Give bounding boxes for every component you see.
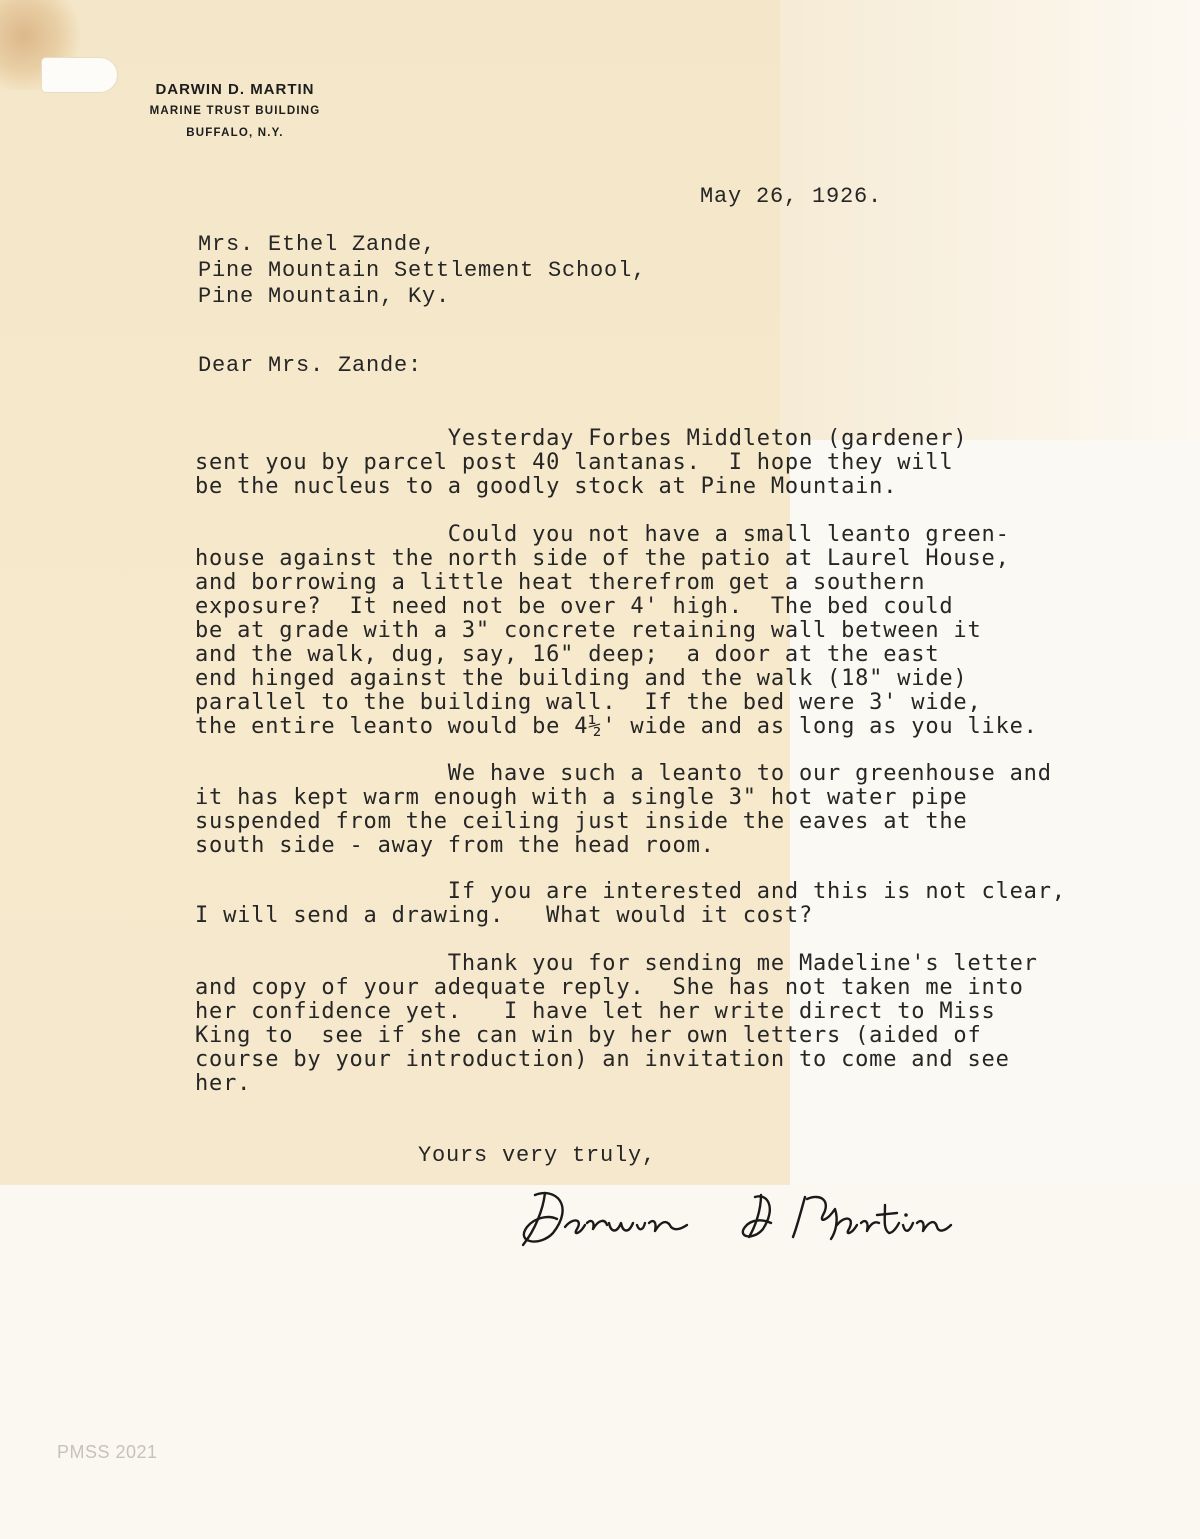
paper-toning-top xyxy=(780,0,1200,440)
body-paragraph-5: Thank you for sending me Madeline's letter and copy of your adequate reply. She has not taken me into her confidence yet. I have let her write direct to Miss King to see if she can win by her own letters (aided of course by your introduction) an invitation to come and see her. xyxy=(195,951,1038,1096)
letterhead-name: DARWIN D. MARTIN xyxy=(155,81,315,98)
recipient-name: Mrs. Ethel Zande, xyxy=(198,232,437,257)
recipient-location: Pine Mountain, Ky. xyxy=(198,284,451,309)
body-paragraph-3: We have such a leanto to our greenhouse and it has kept warm enough with a single 3" hot water pipe suspended from the ceiling just inside the eaves at the south side - away from the head room. xyxy=(195,761,1052,858)
letter-date: May 26, 1926. xyxy=(700,184,883,209)
archive-stamp: PMSS 2021 xyxy=(57,1442,158,1462)
letterhead xyxy=(130,80,340,144)
body-paragraph-2: Could you not have a small leanto green- house against the north side of the patio at Laurel House, and borrowing a little heat therefrom get a southern exposure? It need not be over 4' high. The bed could be at grade with a 3" concrete retaining wall between it and the walk, dug, say, 16" deep; a door at the east end hinged against the building and the walk (18" wide) parallel to the building wall. If the bed were 3' wide, the entire leanto would be 4½' wide and as long as you like. xyxy=(195,522,1038,739)
recipient-address xyxy=(198,232,646,310)
recipient-organization: Pine Mountain Settlement School, xyxy=(198,258,647,283)
salutation: Dear Mrs. Zande: xyxy=(198,353,423,378)
paper-tab xyxy=(42,58,117,92)
letterhead-city: BUFFALO, N.Y. xyxy=(186,127,284,139)
closing: Yours very truly, xyxy=(418,1143,657,1168)
body-paragraph-1: Yesterday Forbes Middleton (gardener) sent you by parcel post 40 lantanas. I hope they will be the nucleus to a goodly stock at Pine Mountain. xyxy=(195,426,968,499)
body-paragraph-4: If you are interested and this is not clear, I will send a drawing. What would it cost? xyxy=(195,879,1066,928)
handwritten-signature xyxy=(505,1175,1015,1265)
letterhead-building: MARINE TRUST BUILDING xyxy=(149,105,321,117)
